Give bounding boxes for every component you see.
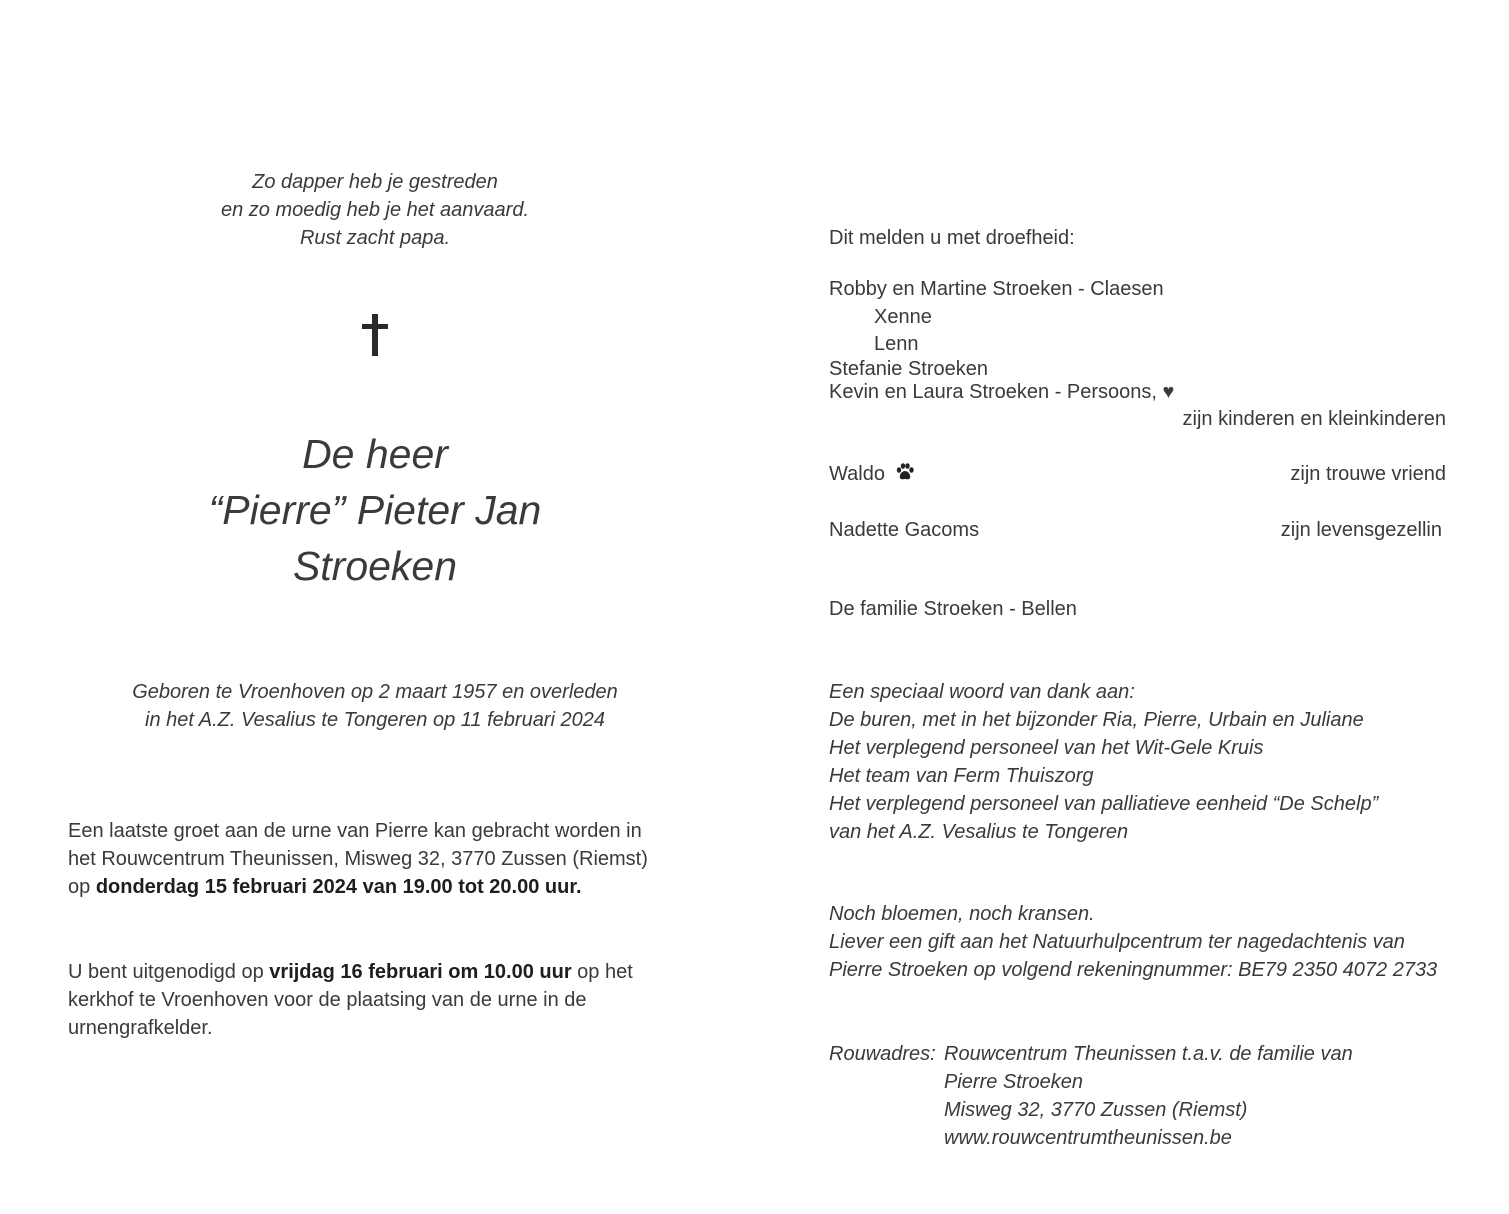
viewing-line bbox=[68, 873, 708, 901]
address-website: www.rouwcentrumtheunissen.be bbox=[944, 1127, 1232, 1149]
name-line: “Pierre” Pieter Jan bbox=[208, 487, 542, 533]
invite-line: kerkhof te Vroenhoven voor de plaatsing van de urne in de bbox=[68, 989, 587, 1011]
children-label: zijn kinderen en kleinkinderen bbox=[1182, 408, 1446, 430]
grandchild: Xenne bbox=[874, 306, 932, 328]
address-label: Rouwadres: bbox=[829, 1043, 936, 1065]
flowers-line: Liever een gift aan het Natuurhulpcentrum ter nagedachtenis van bbox=[829, 931, 1405, 953]
viewing-line: Een laatste groet aan de urne van Pierre kan gebracht worden in bbox=[68, 820, 642, 842]
address-line: Rouwcentrum Theunissen t.a.v. de familie van bbox=[944, 1043, 1353, 1065]
thanks-line: Het verplegend personeel van het Wit-Gele Kruis bbox=[829, 737, 1264, 759]
grandchild: Lenn bbox=[874, 333, 919, 355]
invite-line bbox=[68, 958, 708, 986]
poem-line: Rust zacht papa. bbox=[299, 227, 451, 249]
friend-row bbox=[829, 460, 915, 490]
deceased-name bbox=[150, 426, 600, 594]
flowers-line: Pierre Stroeken op volgend rekeningnummer: BE79 2350 4072 2733 bbox=[829, 959, 1438, 981]
cross-icon bbox=[355, 310, 395, 360]
birth-death-info bbox=[60, 678, 690, 734]
thanks-section bbox=[829, 678, 1489, 846]
viewing-datetime: donderdag 15 februari 2024 van 19.00 tot 20.00 uur. bbox=[95, 876, 582, 898]
viewing-prefix: op bbox=[68, 876, 96, 898]
viewing-info bbox=[68, 817, 708, 901]
thanks-line: Een speciaal woord van dank aan: bbox=[829, 681, 1135, 703]
funeral-address bbox=[944, 1040, 1484, 1152]
ceremony-invite bbox=[68, 958, 708, 1042]
birth-line: Geboren te Vroenhoven op 2 maart 1957 en overleden bbox=[132, 681, 618, 703]
viewing-line: het Rouwcentrum Theunissen, Misweg 32, 3770 Zussen (Riemst) bbox=[68, 848, 648, 870]
announcement-intro: Dit melden u met droefheid: bbox=[829, 227, 1075, 249]
extended-family: De familie Stroeken - Bellen bbox=[829, 598, 1077, 620]
family-member: Stefanie Stroeken bbox=[829, 358, 988, 380]
poem bbox=[150, 168, 600, 252]
name-line: Stroeken bbox=[292, 543, 458, 589]
address-line: Misweg 32, 3770 Zussen (Riemst) bbox=[944, 1099, 1248, 1121]
thanks-line: van het A.Z. Vesalius te Tongeren bbox=[829, 821, 1129, 843]
partner-label: zijn levensgezellin bbox=[1280, 519, 1442, 541]
thanks-line: Het team van Ferm Thuiszorg bbox=[829, 765, 1094, 787]
partner-name: Nadette Gacoms bbox=[829, 519, 980, 541]
paw-icon bbox=[895, 462, 915, 490]
flowers-section bbox=[829, 900, 1499, 984]
address-line: Pierre Stroeken bbox=[944, 1071, 1083, 1093]
flowers-line: Noch bloemen, noch kransen. bbox=[829, 903, 1095, 925]
friend-name: Waldo bbox=[829, 463, 885, 485]
invite-suffix: op het bbox=[571, 961, 633, 983]
invite-prefix: U bent uitgenodigd op bbox=[68, 961, 270, 983]
family-member: Robby en Martine Stroeken - Claesen bbox=[829, 278, 1164, 300]
poem-line: en zo moedig heb je het aanvaard. bbox=[221, 199, 529, 221]
thanks-line: Het verplegend personeel van palliatieve eenheid “De Schelp” bbox=[829, 793, 1379, 815]
family-member: Kevin en Laura Stroeken - Persoons, ♥ bbox=[829, 381, 1175, 403]
invite-line: urnengrafkelder. bbox=[68, 1017, 213, 1039]
poem-line: Zo dapper heb je gestreden bbox=[252, 171, 498, 193]
thanks-line: De buren, met in het bijzonder Ria, Pierre, Urbain en Juliane bbox=[829, 709, 1364, 731]
invite-datetime: vrijdag 16 februari om 10.00 uur bbox=[269, 961, 572, 983]
friend-label: zijn trouwe vriend bbox=[1290, 463, 1446, 485]
name-line: De heer bbox=[302, 431, 448, 477]
death-line: in het A.Z. Vesalius te Tongeren op 11 februari 2024 bbox=[145, 709, 605, 731]
